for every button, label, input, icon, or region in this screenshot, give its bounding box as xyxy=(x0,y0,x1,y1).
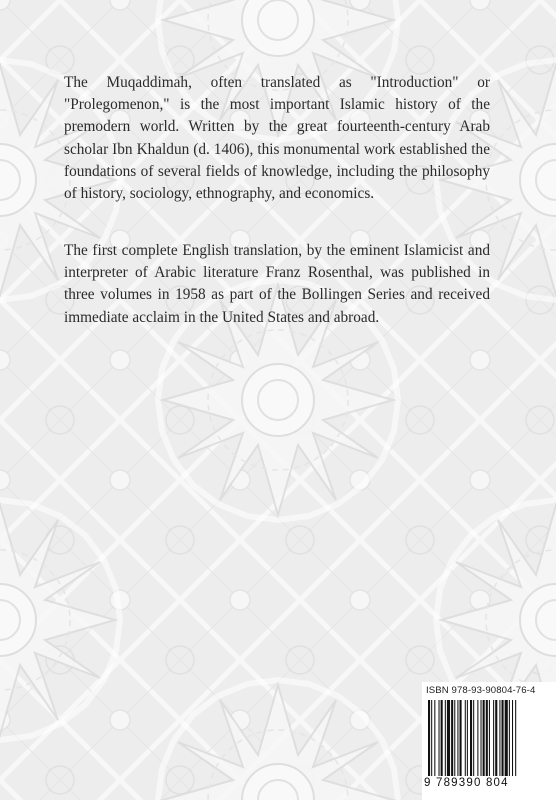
barcode-bar xyxy=(481,700,482,776)
barcode-bar xyxy=(457,700,458,776)
barcode-bar xyxy=(512,700,513,776)
isbn-label: ISBN 978-93-90804-76-4 xyxy=(426,685,536,696)
barcode-bar xyxy=(495,700,497,776)
barcode-bar xyxy=(428,700,430,776)
barcode-bar xyxy=(454,700,455,776)
barcode-bar xyxy=(465,700,466,776)
barcode-bar xyxy=(431,700,432,776)
barcode-bars xyxy=(428,700,554,776)
barcode-bar xyxy=(441,700,443,776)
barcode-bar xyxy=(515,700,516,776)
barcode-bar xyxy=(499,700,500,776)
barcode-bar xyxy=(489,700,490,776)
barcode-bar xyxy=(451,700,453,776)
barcode-bar xyxy=(445,700,446,776)
barcode-bar xyxy=(502,700,504,776)
barcode-box xyxy=(422,682,556,800)
barcode-bar xyxy=(493,700,494,776)
barcode-bar xyxy=(439,700,440,776)
barcode-bar xyxy=(486,700,488,776)
barcode-bar xyxy=(447,700,450,776)
barcode-bar xyxy=(483,700,485,776)
barcode-bar xyxy=(434,700,435,776)
barcode-bar xyxy=(470,700,472,776)
barcode-bar xyxy=(473,700,474,776)
blurb-paragraph-2: The first complete English translation, by the eminent Islamicist and interpreter of Arabic literature Franz Rosenthal, was published in three volumes in 1958 as part of the Bollingen Series and received immediate acclaim in the United States and abroad. xyxy=(64,242,490,326)
barcode-bar xyxy=(509,700,510,776)
barcode-bar xyxy=(505,700,508,776)
barcode-bar xyxy=(467,700,468,776)
barcode-digits: 9 789390 804 xyxy=(424,777,509,789)
barcode-bar xyxy=(460,700,462,776)
blurb-paragraph-1: The Muqaddimah, often translated as "Introduction" or "Prolegomenon," is the most important Islamic history of the premodern world. Written by the great fourteenth-century Arab scholar Ibn Khaldun (d. 1406), this monumental work established the foundations of several fields of knowledge, including the philosophy of history, sociology, ethnography, and economics. xyxy=(64,74,490,203)
barcode-bar xyxy=(477,700,478,776)
